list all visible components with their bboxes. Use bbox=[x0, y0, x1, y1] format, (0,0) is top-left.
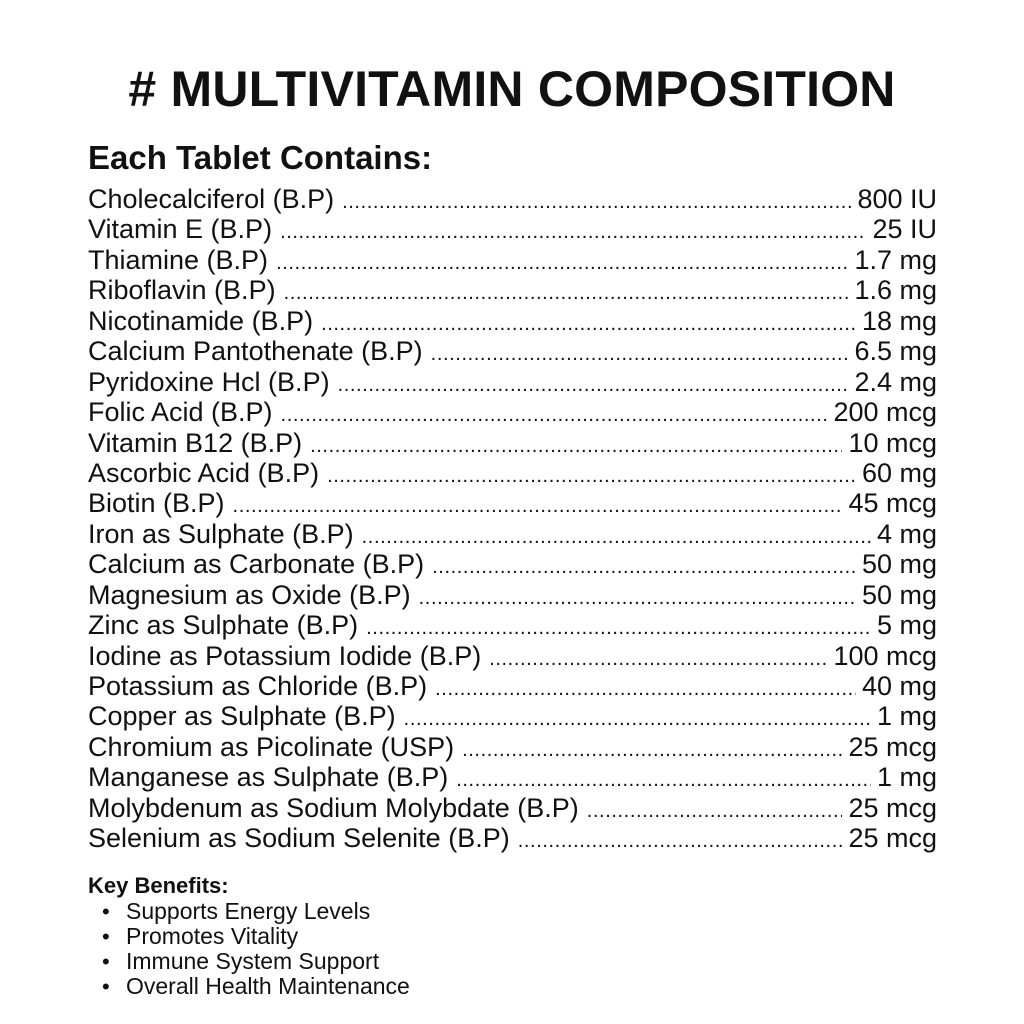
ingredient-name: Vitamin E (B.P) bbox=[88, 214, 273, 245]
ingredient-row bbox=[88, 275, 937, 305]
ingredient-row bbox=[88, 336, 937, 366]
ingredient-amount: 200 mcg bbox=[833, 397, 937, 428]
ingredient-row bbox=[88, 762, 937, 792]
ingredient-name: Riboflavin (B.P) bbox=[88, 275, 276, 306]
ingredient-row bbox=[88, 184, 937, 214]
ingredient-amount: 1.6 mg bbox=[854, 275, 937, 306]
ingredient-name: Selenium as Sodium Selenite (B.P) bbox=[88, 823, 510, 854]
ingredient-amount: 5 mg bbox=[876, 610, 937, 641]
ingredient-name: Chromium as Picolinate (USP) bbox=[88, 731, 455, 762]
dot-leader bbox=[233, 491, 843, 518]
ingredient-row bbox=[88, 397, 937, 427]
ingredient-amount: 40 mg bbox=[861, 671, 937, 701]
bullet-icon: • bbox=[102, 899, 110, 924]
benefits-heading: Key Benefits: bbox=[88, 873, 229, 898]
ingredient-name: Pyridoxine Hcl (B.P) bbox=[88, 366, 330, 397]
ingredient-amount: 18 mg bbox=[861, 305, 937, 336]
ingredient-name: Manganese as Sulphate (B.P) bbox=[88, 762, 449, 793]
ingredient-amount: 1.7 mg bbox=[854, 244, 937, 275]
ingredient-row bbox=[88, 306, 937, 336]
benefit-item bbox=[102, 949, 410, 974]
ingredient-row bbox=[88, 641, 937, 671]
ingredient-row bbox=[88, 732, 937, 762]
dot-leader bbox=[362, 522, 871, 549]
dot-leader bbox=[327, 461, 856, 488]
benefit-item bbox=[102, 924, 410, 949]
benefits-list bbox=[102, 899, 410, 999]
ingredient-name: Iodine as Potassium Iodide (B.P) bbox=[88, 640, 482, 671]
ingredient-row bbox=[88, 823, 937, 853]
ingredient-amount: 1 mg bbox=[876, 701, 937, 732]
ingredient-amount: 50 mg bbox=[861, 579, 937, 610]
ingredient-amount: 50 mg bbox=[861, 549, 937, 580]
ingredient-name: Magnesium as Oxide (B.P) bbox=[88, 579, 411, 610]
ingredient-row bbox=[88, 793, 937, 823]
dot-leader bbox=[321, 309, 856, 336]
ingredient-list bbox=[88, 184, 937, 854]
ingredient-amount: 2.4 mg bbox=[854, 366, 937, 397]
ingredient-amount: 25 IU bbox=[872, 214, 937, 245]
benefit-text: Supports Energy Levels bbox=[126, 898, 371, 924]
ingredient-name: Nicotinamide (B.P) bbox=[88, 305, 314, 336]
dot-leader bbox=[281, 400, 828, 427]
ingredient-name: Ascorbic Acid (B.P) bbox=[88, 457, 320, 488]
ingredient-row bbox=[88, 701, 937, 731]
ingredient-name: Zinc as Sulphate (B.P) bbox=[88, 610, 359, 641]
bullet-icon: • bbox=[102, 924, 110, 949]
ingredient-amount: 100 mcg bbox=[833, 640, 937, 671]
dot-leader bbox=[404, 704, 871, 731]
ingredient-row bbox=[88, 214, 937, 244]
bullet-icon: • bbox=[102, 949, 110, 974]
ingredient-row bbox=[88, 549, 937, 579]
ingredient-row bbox=[88, 580, 937, 610]
dot-leader bbox=[276, 248, 848, 275]
ingredient-amount: 25 mcg bbox=[848, 731, 937, 762]
ingredient-name: Copper as Sulphate (B.P) bbox=[88, 701, 396, 732]
dot-leader bbox=[342, 187, 851, 214]
ingredient-amount: 1 mg bbox=[876, 762, 937, 793]
ingredient-row bbox=[88, 519, 937, 549]
ingredient-name: Biotin (B.P) bbox=[88, 488, 225, 519]
ingredient-amount: 25 mcg bbox=[848, 792, 937, 823]
dot-leader bbox=[280, 217, 866, 244]
ingredient-row bbox=[88, 367, 937, 397]
bullet-icon: • bbox=[102, 974, 110, 999]
ingredient-row bbox=[88, 428, 937, 458]
benefit-text: Overall Health Maintenance bbox=[126, 973, 410, 999]
ingredient-row bbox=[88, 671, 937, 701]
dot-leader bbox=[366, 613, 871, 640]
ingredient-row bbox=[88, 488, 937, 518]
dot-leader bbox=[432, 552, 856, 579]
dot-leader bbox=[284, 278, 849, 305]
ingredient-name: Iron as Sulphate (B.P) bbox=[88, 518, 354, 549]
dot-leader bbox=[419, 583, 856, 610]
dot-leader bbox=[338, 370, 849, 397]
ingredient-name: Cholecalciferol (B.P) bbox=[88, 184, 335, 214]
dot-leader bbox=[456, 765, 871, 792]
ingredient-amount: 6.5 mg bbox=[854, 336, 937, 367]
ingredient-amount: 45 mcg bbox=[848, 488, 937, 519]
ingredient-row bbox=[88, 610, 937, 640]
ingredient-name: Molybdenum as Sodium Molybdate (B.P) bbox=[88, 792, 579, 823]
benefit-text: Immune System Support bbox=[126, 948, 380, 974]
ingredient-amount: 10 mcg bbox=[848, 427, 937, 458]
ingredient-name: Folic Acid (B.P) bbox=[88, 397, 273, 428]
dot-leader bbox=[518, 826, 843, 853]
ingredient-name: Vitamin B12 (B.P) bbox=[88, 427, 303, 458]
ingredient-amount: 4 mg bbox=[876, 518, 937, 549]
ingredient-name: Thiamine (B.P) bbox=[88, 244, 269, 275]
section-subtitle: Each Tablet Contains: bbox=[88, 139, 433, 176]
ingredient-row bbox=[88, 245, 937, 275]
ingredient-amount: 25 mcg bbox=[848, 823, 937, 854]
ingredient-name: Calcium Pantothenate (B.P) bbox=[88, 336, 423, 367]
dot-leader bbox=[489, 644, 827, 671]
ingredient-amount: 60 mg bbox=[861, 457, 937, 488]
dot-leader bbox=[310, 431, 842, 458]
benefit-item bbox=[102, 974, 410, 999]
dot-leader bbox=[431, 339, 849, 366]
ingredient-row bbox=[88, 458, 937, 488]
ingredient-name: Potassium as Chloride (B.P) bbox=[88, 671, 428, 701]
page-title: # MULTIVITAMIN COMPOSITION bbox=[128, 61, 896, 117]
dot-leader bbox=[587, 796, 843, 823]
dot-leader bbox=[435, 674, 856, 701]
ingredient-name: Calcium as Carbonate (B.P) bbox=[88, 549, 425, 580]
ingredient-amount: 800 IU bbox=[857, 184, 937, 214]
dot-leader bbox=[462, 735, 842, 762]
benefit-item bbox=[102, 899, 410, 924]
benefit-text: Promotes Vitality bbox=[126, 923, 299, 949]
